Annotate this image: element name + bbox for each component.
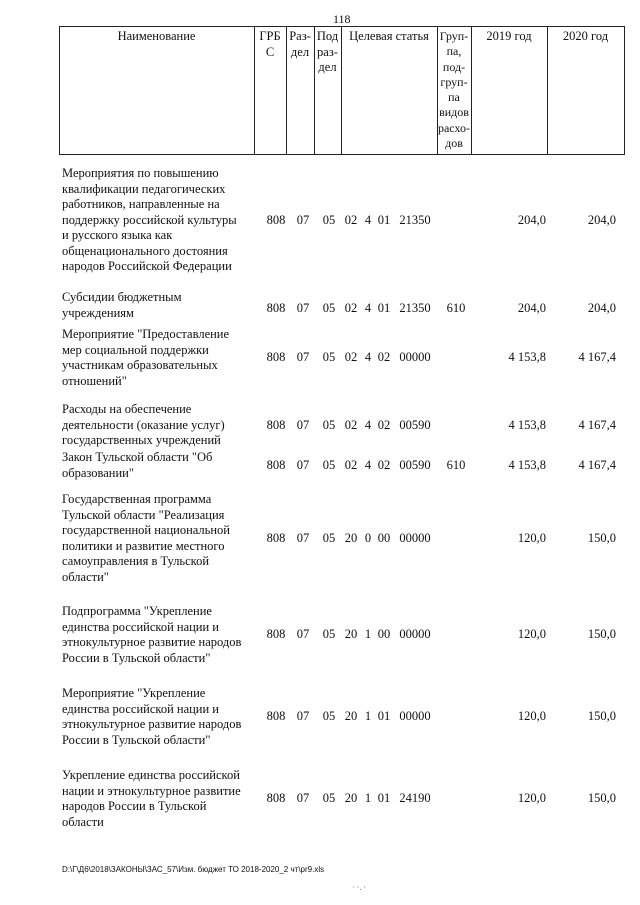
- cell-v2019: 120,0: [517, 791, 546, 806]
- cell-c1: 20: [344, 627, 358, 642]
- cell-c3: 02: [377, 350, 391, 365]
- row-name: Мероприятие "Предоставление мер социальной поддержки участникам образовательных отношений": [62, 327, 230, 388]
- cell-pr: 05: [322, 417, 336, 432]
- cell-c4: 00590: [399, 457, 431, 472]
- cell-c2: 4: [364, 457, 372, 472]
- row-name: Укрепление единства российской нации и этнокультурное развитие народов России в Тульской области: [62, 768, 241, 829]
- cell-pr: 05: [322, 212, 336, 227]
- cell-c4: 21350: [399, 300, 431, 315]
- cell-c2: 0: [364, 530, 372, 545]
- cell-c2: 1: [364, 791, 372, 806]
- cell-c4: 00000: [399, 530, 431, 545]
- cell-c1: 20: [344, 791, 358, 806]
- cell-c1: 02: [344, 212, 358, 227]
- cell-c2: 4: [364, 350, 372, 365]
- cell-rz: 07: [296, 300, 310, 315]
- cell-c1: 20: [344, 530, 358, 545]
- cell-c3: 01: [377, 709, 391, 724]
- page-number: 118: [333, 12, 351, 26]
- cell-grbs: 808: [266, 350, 286, 365]
- row-name: Мероприятия по повышению квалификации педагогических работников, направленные на поддержку российской культуры и русского языка как общенационального достояния народов Российской Федерации: [62, 166, 237, 273]
- bottom-mark: · ·. ·: [352, 883, 366, 892]
- cell-grbs: 808: [266, 457, 286, 472]
- cell-v2019: 120,0: [517, 530, 546, 545]
- cell-pr: 05: [322, 709, 336, 724]
- cell-v2020: 150,0: [587, 791, 616, 806]
- cell-c3: 00: [377, 627, 391, 642]
- cell-grbs: 808: [266, 709, 286, 724]
- row-name: Закон Тульской области "Об образовании": [62, 450, 213, 480]
- row-name: Субсидии бюджетным учреждениям: [62, 290, 182, 320]
- header-csr: Целевая статья: [349, 29, 429, 43]
- col-divider: [341, 26, 342, 154]
- cell-rz: 07: [296, 417, 310, 432]
- cell-v2020: 150,0: [587, 627, 616, 642]
- row-name: Государственная программа Тульской области "Реализация государственной национальной политики и развитие местного самоуправления в Тульской области": [62, 492, 230, 584]
- row-name: Подпрограмма "Укрепление единства российской нации и этнокультурное развитие народов России в Тульской области": [62, 604, 242, 665]
- cell-pr: 05: [322, 530, 336, 545]
- cell-pr: 05: [322, 457, 336, 472]
- cell-rz: 07: [296, 350, 310, 365]
- cell-v2019: 4 153,8: [508, 457, 546, 472]
- cell-v2020: 4 167,4: [578, 350, 616, 365]
- cell-v2020: 4 167,4: [578, 457, 616, 472]
- header-vr: Груп- па, под- груп- па видов расхо- дов: [437, 29, 471, 151]
- cell-c4: 24190: [399, 791, 431, 806]
- col-divider: [624, 26, 625, 154]
- cell-vr: 610: [446, 457, 466, 472]
- cell-v2020: 204,0: [587, 212, 616, 227]
- header-2019: 2019 год: [486, 29, 532, 43]
- cell-v2020: 150,0: [587, 709, 616, 724]
- cell-pr: 05: [322, 350, 336, 365]
- cell-grbs: 808: [266, 627, 286, 642]
- cell-c1: 02: [344, 457, 358, 472]
- cell-grbs: 808: [266, 791, 286, 806]
- cell-v2020: 204,0: [587, 300, 616, 315]
- cell-c4: 00590: [399, 417, 431, 432]
- cell-v2019: 204,0: [517, 212, 546, 227]
- header-name: Наименование: [117, 29, 196, 43]
- cell-rz: 07: [296, 791, 310, 806]
- col-divider: [59, 26, 60, 154]
- cell-c4: 21350: [399, 212, 431, 227]
- cell-c2: 1: [364, 709, 372, 724]
- row-name: Расходы на обеспечение деятельности (оказание услуг) государственных учреждений: [62, 402, 225, 447]
- cell-pr: 05: [322, 627, 336, 642]
- cell-c3: 02: [377, 457, 391, 472]
- header-razdel: Раз- дел: [289, 29, 311, 59]
- cell-c2: 4: [364, 417, 372, 432]
- col-divider: [471, 26, 472, 154]
- cell-c1: 20: [344, 709, 358, 724]
- cell-v2019: 4 153,8: [508, 417, 546, 432]
- header-top-border: [59, 26, 625, 27]
- cell-c2: 4: [364, 300, 372, 315]
- cell-v2019: 120,0: [517, 627, 546, 642]
- header-bottom-border: [59, 154, 625, 155]
- cell-pr: 05: [322, 300, 336, 315]
- table-header: [59, 26, 625, 154]
- cell-rz: 07: [296, 457, 310, 472]
- cell-c2: 1: [364, 627, 372, 642]
- cell-v2020: 150,0: [587, 530, 616, 545]
- file-path-footer: D:\Г\Д6\2018\ЗАКОНЫ\ЗАС_57\Изм. бюджет ТО 2018-2020_2 чт\pr9.xls: [62, 865, 325, 874]
- cell-rz: 07: [296, 627, 310, 642]
- cell-v2019: 4 153,8: [508, 350, 546, 365]
- cell-v2019: 120,0: [517, 709, 546, 724]
- cell-c3: 01: [377, 791, 391, 806]
- cell-c3: 02: [377, 417, 391, 432]
- header-podrazdel: Под раз- дел: [316, 29, 339, 74]
- cell-c1: 02: [344, 417, 358, 432]
- cell-grbs: 808: [266, 417, 286, 432]
- cell-c2: 4: [364, 212, 372, 227]
- cell-grbs: 808: [266, 300, 286, 315]
- cell-c3: 01: [377, 300, 391, 315]
- cell-c4: 00000: [399, 350, 431, 365]
- col-divider: [547, 26, 548, 154]
- cell-c4: 00000: [399, 709, 431, 724]
- cell-c3: 01: [377, 212, 391, 227]
- cell-rz: 07: [296, 709, 310, 724]
- row-name: Мероприятие "Укрепление единства российской нации и этнокультурное развитие народов России в Тульской области": [62, 686, 242, 747]
- header-2020: 2020 год: [562, 29, 609, 43]
- cell-c1: 02: [344, 300, 358, 315]
- cell-c3: 00: [377, 530, 391, 545]
- cell-rz: 07: [296, 212, 310, 227]
- cell-rz: 07: [296, 530, 310, 545]
- header-grbs: ГРБ С: [259, 29, 281, 59]
- cell-v2019: 204,0: [517, 300, 546, 315]
- cell-vr: 610: [446, 300, 466, 315]
- cell-grbs: 808: [266, 530, 286, 545]
- cell-v2020: 4 167,4: [578, 417, 616, 432]
- cell-pr: 05: [322, 791, 336, 806]
- cell-c1: 02: [344, 350, 358, 365]
- cell-grbs: 808: [266, 212, 286, 227]
- cell-c4: 00000: [399, 627, 431, 642]
